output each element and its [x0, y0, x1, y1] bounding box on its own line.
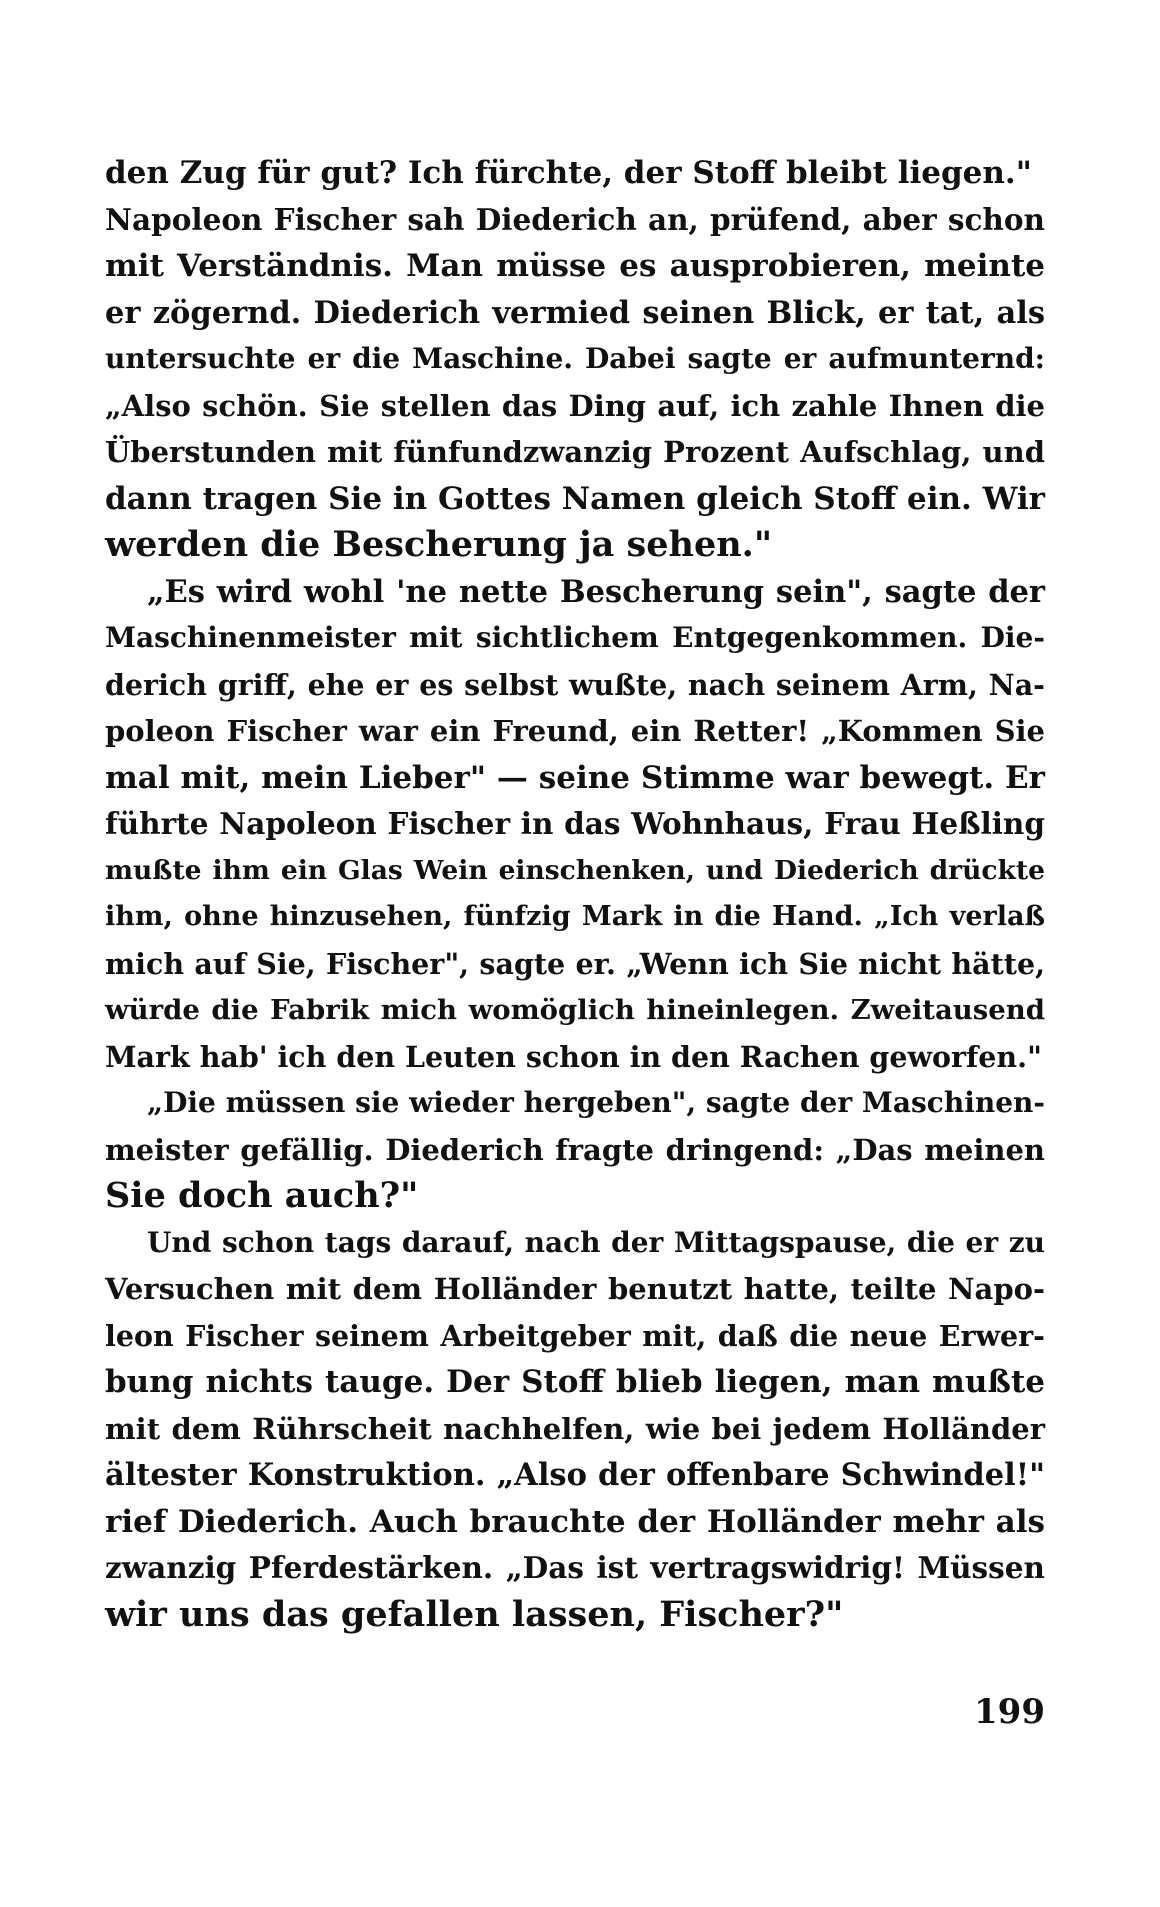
text-line: würde die Fabrik mich womöglich hineinlegen. Zweitausend	[105, 994, 1045, 1026]
body-text	[105, 150, 1045, 1638]
page-number: 199	[974, 1692, 1045, 1732]
text-line: mußte ihm ein Glas Wein einschenken, und Diederich drückte	[105, 854, 1045, 886]
text-line: dann tragen Sie in Gottes Namen gleich Stoff ein. Wir	[105, 480, 1045, 517]
text-line: Sie doch auch?"	[105, 1175, 419, 1216]
text-line: „Es wird wohl 'ne nette Bescherung sein", sagte der	[147, 573, 1045, 610]
text-line: Mark hab' ich den Leuten schon in den Rachen geworfen."	[105, 1039, 1042, 1074]
text-line: mit dem Rührscheit nachhelfen, wie bei jedem Holländer	[105, 1411, 1045, 1446]
text-line: poleon Fischer war ein Freund, ein Retter! „Kommen Sie	[105, 714, 1045, 748]
text-line: mal mit, mein Lieber" — seine Stimme war bewegt. Er	[105, 759, 1045, 796]
text-line: führte Napoleon Fischer in das Wohnhaus, Frau Heßling	[105, 806, 1045, 841]
text-line: ältester Konstruktion. „Also der offenbare Schwindel!"	[105, 1457, 1045, 1493]
text-line: rief Diederich. Auch brauchte der Holländer mehr als	[105, 1503, 1045, 1540]
text-line: den Zug für gut? Ich fürchte, der Stoff bleibt liegen."	[105, 155, 1032, 191]
text-line: wir uns das gefallen lassen, Fischer?"	[105, 1593, 844, 1635]
text-line: werden die Bescherung ja sehen."	[105, 524, 773, 565]
text-line: Und schon tags darauf, nach der Mittagspause, die er zu	[147, 1225, 1045, 1259]
text-line: „Also schön. Sie stellen das Ding auf, ich zahle Ihnen die	[105, 388, 1045, 423]
text-line: ihm, ohne hinzusehen, fünfzig Mark in die Hand. „Ich verlaß	[105, 901, 1045, 932]
text-line: bung nichts tauge. Der Stoff blieb liegen, man mußte	[105, 1364, 1045, 1400]
text-line: Maschinenmeister mit sichtlichem Entgegenkommen. Die-	[105, 621, 1045, 654]
text-line: er zögernd. Diederich vermied seinen Blick, er tat, als	[105, 294, 1045, 331]
text-line: meister gefällig. Diederich fragte dringend: „Das meinen	[105, 1132, 1045, 1167]
text-line: Versuchen mit dem Holländer benutzt hatte, teilte Napo-	[105, 1272, 1045, 1306]
text-line: mich auf Sie, Fischer", sagte er. „Wenn ich Sie nicht hätte,	[105, 946, 1045, 981]
text-line: Überstunden mit fünfundzwanzig Prozent Aufschlag, und	[105, 435, 1045, 469]
text-line: leon Fischer seinem Arbeitgeber mit, daß die neue Erwer-	[105, 1318, 1045, 1353]
text-line: derich griff, ehe er es selbst wußte, nach seinem Arm, Na-	[105, 667, 1045, 702]
text-line: „Die müssen sie wieder hergeben", sagte der Maschinen-	[147, 1086, 1045, 1119]
text-line: zwanzig Pferdestärken. „Das ist vertragswidrig! Müssen	[105, 1550, 1045, 1585]
text-line: mit Verständnis. Man müsse es ausprobieren, meinte	[105, 248, 1045, 284]
text-line: Napoleon Fischer sah Diederich an, prüfend, aber schon	[105, 201, 1045, 237]
text-line: untersuchte er die Maschine. Dabei sagte er aufmunternd:	[105, 342, 1045, 375]
